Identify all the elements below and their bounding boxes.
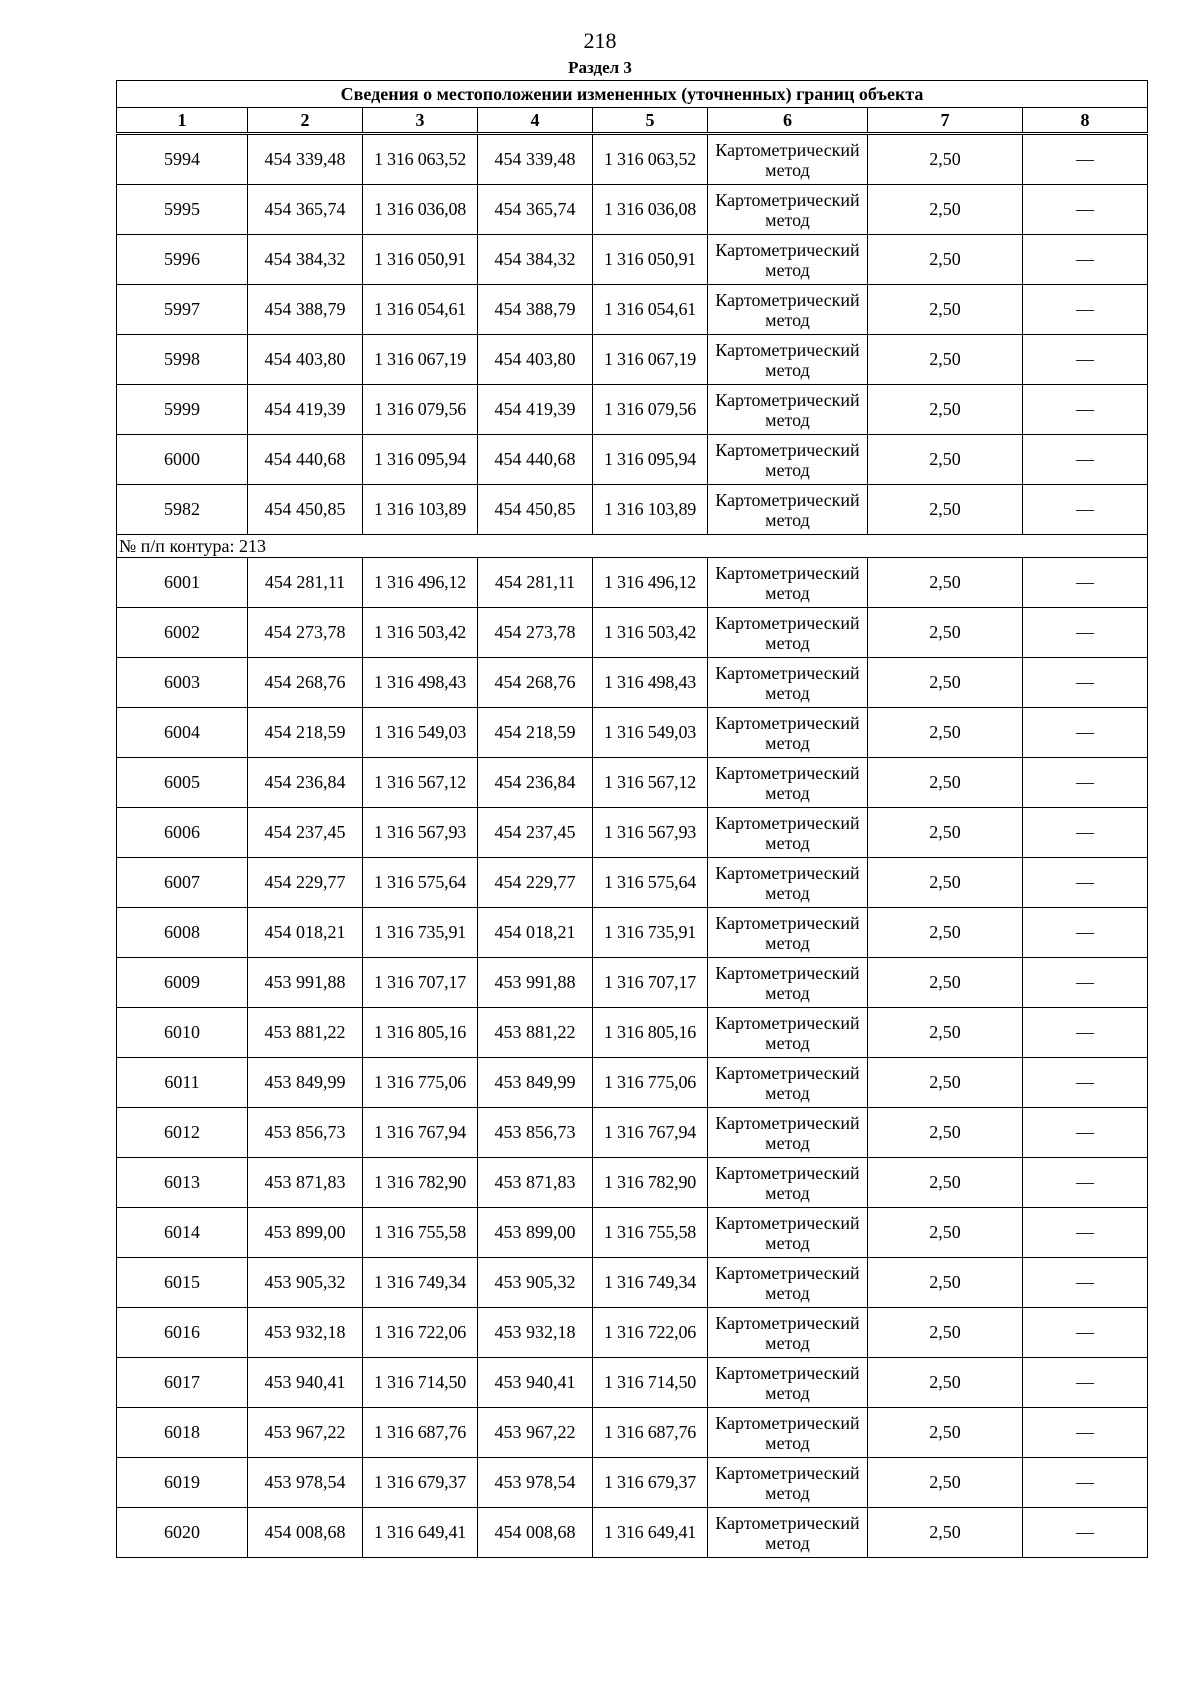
cell-y-existing: 1 316 805,16 [363,1008,478,1058]
cell-y-existing: 1 316 567,12 [363,758,478,808]
cell-description: — [1023,385,1148,435]
cell-x-existing: 454 008,68 [248,1508,363,1558]
cell-point-number: 5982 [117,485,248,535]
cell-description: — [1023,134,1148,185]
cell-y-existing: 1 316 063,52 [363,134,478,185]
cell-accuracy: 2,50 [868,1258,1023,1308]
cell-x-existing: 454 281,11 [248,558,363,608]
cell-point-number: 6010 [117,1008,248,1058]
cell-point-number: 6012 [117,1108,248,1158]
cell-x-existing: 454 018,21 [248,908,363,958]
cell-description: — [1023,808,1148,858]
cell-y-new: 1 316 567,93 [593,808,708,858]
column-header-8: 8 [1023,108,1148,134]
cell-accuracy: 2,50 [868,1008,1023,1058]
cell-y-new: 1 316 079,56 [593,385,708,435]
cell-x-new: 454 403,80 [478,335,593,385]
cell-x-new: 453 978,54 [478,1458,593,1508]
cell-method: Картометрический метод [708,658,868,708]
table-row [117,1108,1148,1158]
cell-description: — [1023,1408,1148,1458]
cell-description: — [1023,858,1148,908]
column-header-3: 3 [363,108,478,134]
table-row [117,858,1148,908]
cell-y-existing: 1 316 103,89 [363,485,478,535]
column-header-5: 5 [593,108,708,134]
cell-point-number: 6013 [117,1158,248,1208]
cell-description: — [1023,335,1148,385]
cell-point-number: 6016 [117,1308,248,1358]
cell-y-existing: 1 316 067,19 [363,335,478,385]
cell-method: Картометрический метод [708,1308,868,1358]
cell-x-new: 453 905,32 [478,1258,593,1308]
cell-y-existing: 1 316 749,34 [363,1258,478,1308]
cell-description: — [1023,1058,1148,1108]
table-row [117,608,1148,658]
cell-x-existing: 454 236,84 [248,758,363,808]
table-row [117,1458,1148,1508]
cell-y-new: 1 316 735,91 [593,908,708,958]
cell-accuracy: 2,50 [868,134,1023,185]
cell-x-new: 454 268,76 [478,658,593,708]
section-title: Раздел 3 [568,58,632,77]
cell-accuracy: 2,50 [868,385,1023,435]
cell-description: — [1023,758,1148,808]
cell-description: — [1023,558,1148,608]
cell-x-new: 453 881,22 [478,1008,593,1058]
cell-y-existing: 1 316 782,90 [363,1158,478,1208]
cell-description: — [1023,1158,1148,1208]
cell-point-number: 6019 [117,1458,248,1508]
cell-y-new: 1 316 714,50 [593,1358,708,1408]
cell-y-existing: 1 316 036,08 [363,185,478,235]
cell-method: Картометрический метод [708,1058,868,1108]
cell-description: — [1023,1008,1148,1058]
contour-label: № п/п контура: 213 [117,535,1148,558]
cell-y-new: 1 316 775,06 [593,1058,708,1108]
cell-accuracy: 2,50 [868,808,1023,858]
cell-x-new: 454 236,84 [478,758,593,808]
cell-method: Картометрический метод [708,1208,868,1258]
cell-point-number: 6015 [117,1258,248,1308]
cell-description: — [1023,435,1148,485]
cell-x-new: 453 991,88 [478,958,593,1008]
column-header-6: 6 [708,108,868,134]
cell-y-new: 1 316 749,34 [593,1258,708,1308]
table-row [117,235,1148,285]
cell-x-new: 454 008,68 [478,1508,593,1558]
cell-y-new: 1 316 503,42 [593,608,708,658]
cell-x-new: 454 339,48 [478,134,593,185]
table-row [117,285,1148,335]
cell-description: — [1023,708,1148,758]
table-row [117,908,1148,958]
cell-y-new: 1 316 063,52 [593,134,708,185]
cell-description: — [1023,1308,1148,1358]
cell-y-existing: 1 316 714,50 [363,1358,478,1408]
cell-description: — [1023,1108,1148,1158]
table-row [117,1258,1148,1308]
cell-y-existing: 1 316 707,17 [363,958,478,1008]
cell-point-number: 6004 [117,708,248,758]
cell-point-number: 5994 [117,134,248,185]
cell-x-new: 453 899,00 [478,1208,593,1258]
cell-method: Картометрический метод [708,285,868,335]
column-header-2: 2 [248,108,363,134]
cell-x-existing: 454 229,77 [248,858,363,908]
cell-accuracy: 2,50 [868,658,1023,708]
cell-y-existing: 1 316 755,58 [363,1208,478,1258]
cell-accuracy: 2,50 [868,558,1023,608]
cell-x-existing: 454 388,79 [248,285,363,335]
table-row [117,335,1148,385]
cell-method: Картометрический метод [708,435,868,485]
cell-y-new: 1 316 575,64 [593,858,708,908]
cell-method: Картометрический метод [708,1458,868,1508]
cell-y-existing: 1 316 567,93 [363,808,478,858]
cell-method: Картометрический метод [708,1358,868,1408]
cell-accuracy: 2,50 [868,1158,1023,1208]
cell-accuracy: 2,50 [868,435,1023,485]
cell-x-existing: 454 339,48 [248,134,363,185]
cell-x-new: 454 229,77 [478,858,593,908]
cell-accuracy: 2,50 [868,185,1023,235]
cell-x-new: 454 218,59 [478,708,593,758]
cell-y-new: 1 316 050,91 [593,235,708,285]
cell-x-existing: 453 978,54 [248,1458,363,1508]
cell-method: Картометрический метод [708,1508,868,1558]
cell-accuracy: 2,50 [868,235,1023,285]
cell-method: Картометрический метод [708,858,868,908]
cell-y-existing: 1 316 079,56 [363,385,478,435]
cell-x-existing: 453 856,73 [248,1108,363,1158]
cell-accuracy: 2,50 [868,958,1023,1008]
cell-y-existing: 1 316 649,41 [363,1508,478,1558]
cell-description: — [1023,1358,1148,1408]
cell-point-number: 6002 [117,608,248,658]
cell-method: Картометрический метод [708,558,868,608]
cell-x-existing: 454 450,85 [248,485,363,535]
cell-accuracy: 2,50 [868,1508,1023,1558]
table-row [117,1008,1148,1058]
table-row [117,758,1148,808]
cell-x-existing: 453 871,83 [248,1158,363,1208]
cell-point-number: 6020 [117,1508,248,1558]
cell-accuracy: 2,50 [868,858,1023,908]
cell-description: — [1023,1508,1148,1558]
table-row [117,1158,1148,1208]
cell-x-new: 454 281,11 [478,558,593,608]
column-header-4: 4 [478,108,593,134]
cell-x-existing: 453 991,88 [248,958,363,1008]
cell-x-new: 453 871,83 [478,1158,593,1208]
cell-description: — [1023,908,1148,958]
cell-point-number: 6017 [117,1358,248,1408]
cell-x-existing: 453 849,99 [248,1058,363,1108]
table-row [117,1508,1148,1558]
cell-point-number: 6018 [117,1408,248,1458]
cell-y-new: 1 316 707,17 [593,958,708,1008]
cell-accuracy: 2,50 [868,1308,1023,1358]
cell-point-number: 6001 [117,558,248,608]
cell-x-new: 453 967,22 [478,1408,593,1458]
cell-x-new: 453 849,99 [478,1058,593,1108]
cell-y-existing: 1 316 496,12 [363,558,478,608]
table-row [117,1408,1148,1458]
table-row [117,185,1148,235]
cell-accuracy: 2,50 [868,1058,1023,1108]
cell-y-existing: 1 316 054,61 [363,285,478,335]
table-row [117,808,1148,858]
cell-x-existing: 453 905,32 [248,1258,363,1308]
cell-x-new: 453 932,18 [478,1308,593,1358]
cell-y-new: 1 316 095,94 [593,435,708,485]
table-row [117,1058,1148,1108]
cell-accuracy: 2,50 [868,485,1023,535]
cell-x-existing: 454 403,80 [248,335,363,385]
cell-accuracy: 2,50 [868,1208,1023,1258]
cell-point-number: 5997 [117,285,248,335]
cell-y-new: 1 316 649,41 [593,1508,708,1558]
cell-x-existing: 453 899,00 [248,1208,363,1258]
cell-y-existing: 1 316 498,43 [363,658,478,708]
cell-y-existing: 1 316 575,64 [363,858,478,908]
cell-y-new: 1 316 805,16 [593,1008,708,1058]
cell-method: Картометрический метод [708,958,868,1008]
cell-point-number: 6000 [117,435,248,485]
cell-x-new: 454 388,79 [478,285,593,335]
cell-method: Картометрический метод [708,608,868,658]
cell-x-new: 454 440,68 [478,435,593,485]
cell-x-existing: 454 218,59 [248,708,363,758]
cell-method: Картометрический метод [708,385,868,435]
cell-method: Картометрический метод [708,708,868,758]
cell-method: Картометрический метод [708,1408,868,1458]
table-row [117,1208,1148,1258]
cell-method: Картометрический метод [708,485,868,535]
contour-row [117,535,1148,558]
table-row [117,558,1148,608]
cell-y-existing: 1 316 687,76 [363,1408,478,1458]
cell-point-number: 6006 [117,808,248,858]
cell-point-number: 5996 [117,235,248,285]
column-header-7: 7 [868,108,1023,134]
cell-x-new: 454 365,74 [478,185,593,235]
cell-x-existing: 454 268,76 [248,658,363,708]
cell-y-existing: 1 316 549,03 [363,708,478,758]
cell-y-new: 1 316 498,43 [593,658,708,708]
cell-method: Картометрический метод [708,1008,868,1058]
page-number: 218 [583,28,617,53]
cell-x-new: 454 273,78 [478,608,593,658]
cell-x-existing: 454 237,45 [248,808,363,858]
cell-point-number: 5999 [117,385,248,435]
cell-description: — [1023,658,1148,708]
cell-accuracy: 2,50 [868,1458,1023,1508]
cell-accuracy: 2,50 [868,1358,1023,1408]
cell-x-existing: 453 932,18 [248,1308,363,1358]
cell-y-existing: 1 316 050,91 [363,235,478,285]
cell-y-existing: 1 316 503,42 [363,608,478,658]
cell-method: Картометрический метод [708,134,868,185]
cell-point-number: 6007 [117,858,248,908]
cell-y-new: 1 316 687,76 [593,1408,708,1458]
cell-point-number: 6011 [117,1058,248,1108]
cell-description: — [1023,608,1148,658]
table-body [117,134,1148,1558]
boundary-coordinates-table [116,80,1148,1558]
cell-description: — [1023,1258,1148,1308]
cell-x-new: 454 018,21 [478,908,593,958]
cell-y-existing: 1 316 767,94 [363,1108,478,1158]
cell-description: — [1023,958,1148,1008]
cell-y-existing: 1 316 095,94 [363,435,478,485]
table-row [117,385,1148,435]
cell-x-new: 454 384,32 [478,235,593,285]
cell-accuracy: 2,50 [868,758,1023,808]
cell-method: Картометрический метод [708,758,868,808]
cell-x-new: 453 856,73 [478,1108,593,1158]
cell-y-new: 1 316 036,08 [593,185,708,235]
table-row [117,958,1148,1008]
cell-y-new: 1 316 103,89 [593,485,708,535]
cell-x-new: 454 450,85 [478,485,593,535]
cell-y-existing: 1 316 722,06 [363,1308,478,1358]
cell-point-number: 6003 [117,658,248,708]
cell-x-existing: 454 384,32 [248,235,363,285]
cell-method: Картометрический метод [708,1158,868,1208]
cell-method: Картометрический метод [708,1258,868,1308]
cell-method: Картометрический метод [708,1108,868,1158]
cell-point-number: 6008 [117,908,248,958]
cell-x-existing: 453 967,22 [248,1408,363,1458]
cell-description: — [1023,235,1148,285]
cell-x-new: 453 940,41 [478,1358,593,1408]
column-header-row [117,108,1148,134]
cell-accuracy: 2,50 [868,608,1023,658]
cell-description: — [1023,485,1148,535]
cell-y-new: 1 316 722,06 [593,1308,708,1358]
cell-point-number: 5998 [117,335,248,385]
cell-x-existing: 454 365,74 [248,185,363,235]
table-row [117,485,1148,535]
cell-accuracy: 2,50 [868,335,1023,385]
cell-accuracy: 2,50 [868,1108,1023,1158]
cell-x-existing: 454 273,78 [248,608,363,658]
cell-x-existing: 454 419,39 [248,385,363,435]
cell-description: — [1023,1208,1148,1258]
cell-x-existing: 453 940,41 [248,1358,363,1408]
cell-description: — [1023,285,1148,335]
cell-y-new: 1 316 782,90 [593,1158,708,1208]
cell-x-new: 454 419,39 [478,385,593,435]
cell-x-existing: 453 881,22 [248,1008,363,1058]
table-caption: Сведения о местоположении измененных (уточненных) границ объекта [117,81,1148,108]
cell-description: — [1023,185,1148,235]
cell-accuracy: 2,50 [868,1408,1023,1458]
cell-method: Картометрический метод [708,808,868,858]
cell-y-new: 1 316 679,37 [593,1458,708,1508]
cell-y-new: 1 316 496,12 [593,558,708,608]
cell-y-new: 1 316 755,58 [593,1208,708,1258]
cell-y-existing: 1 316 775,06 [363,1058,478,1108]
cell-point-number: 5995 [117,185,248,235]
cell-point-number: 6009 [117,958,248,1008]
table-row [117,134,1148,185]
cell-y-new: 1 316 067,19 [593,335,708,385]
table-row [117,658,1148,708]
cell-y-existing: 1 316 735,91 [363,908,478,958]
table-row [117,708,1148,758]
cell-y-existing: 1 316 679,37 [363,1458,478,1508]
cell-y-new: 1 316 567,12 [593,758,708,808]
cell-y-new: 1 316 767,94 [593,1108,708,1158]
cell-method: Картометрический метод [708,185,868,235]
table-row [117,1308,1148,1358]
column-header-1: 1 [117,108,248,134]
cell-method: Картометрический метод [708,235,868,285]
cell-accuracy: 2,50 [868,908,1023,958]
cell-accuracy: 2,50 [868,708,1023,758]
cell-x-existing: 454 440,68 [248,435,363,485]
cell-method: Картометрический метод [708,908,868,958]
cell-x-new: 454 237,45 [478,808,593,858]
cell-accuracy: 2,50 [868,285,1023,335]
table-row [117,1358,1148,1408]
table-row [117,435,1148,485]
cell-y-new: 1 316 549,03 [593,708,708,758]
cell-point-number: 6005 [117,758,248,808]
cell-y-new: 1 316 054,61 [593,285,708,335]
cell-method: Картометрический метод [708,335,868,385]
cell-description: — [1023,1458,1148,1508]
cell-point-number: 6014 [117,1208,248,1258]
